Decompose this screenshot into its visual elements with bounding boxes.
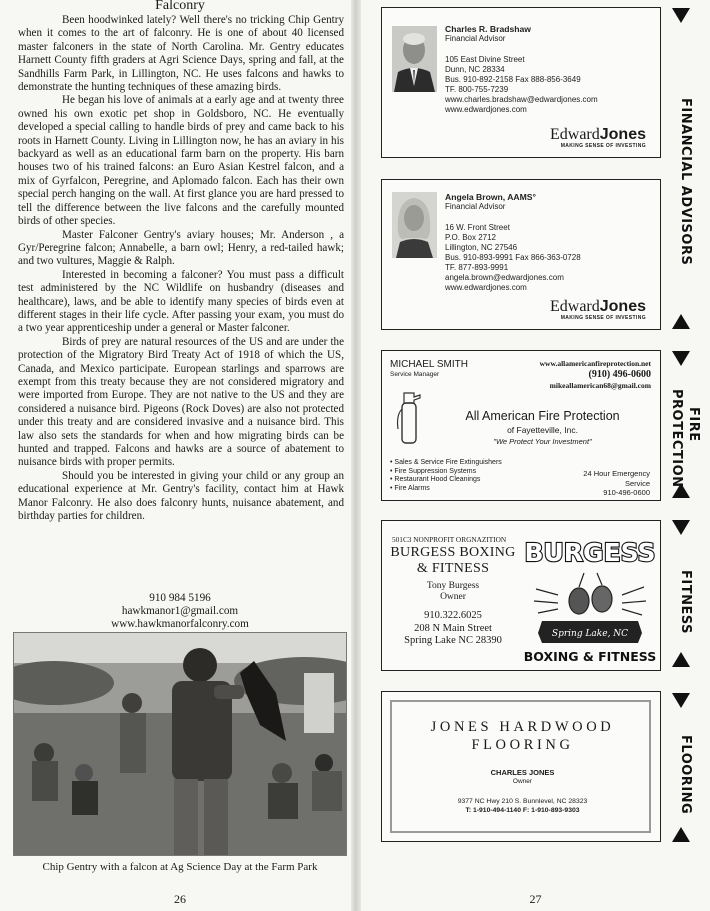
tab-flooring[interactable] <box>668 693 704 845</box>
tab-fire-protection[interactable] <box>668 351 704 501</box>
article-body <box>18 14 344 523</box>
boxing-owner-title: Owner <box>440 592 466 602</box>
advisor-street: 105 East Divine Street <box>445 55 525 64</box>
boxing-city: Spring Lake NC 28390 <box>404 635 502 646</box>
logo-tagline: MAKING SENSE OF INVESTING <box>560 143 646 149</box>
tab-label: FINANCIAL ADVISORS <box>678 98 693 266</box>
article-paragraph: Interested in becoming a falconer? You must pass a difficult test administered by the NC Wildlife on husbandry (diseases and healthcare), laws, and be able to identify many species of birds even at different stages in their life cycle. After passing your exam, you must do a two year apprenticeship under a general or Master falconer. <box>18 268 344 335</box>
emergency-line-2: Service <box>624 478 650 488</box>
bradshaw-headshot <box>392 26 437 92</box>
fire-contact-block <box>540 358 651 391</box>
contact-phone: 910 984 5196 <box>149 592 211 604</box>
advisor-name: Angela Brown, AAMS° <box>445 192 536 202</box>
tab-fitness[interactable] <box>668 520 704 670</box>
fire-emergency <box>583 469 650 498</box>
article-paragraph: Master Falconer Gentry's aviary houses; Mr. Anderson , a Gyr/Peregrine falcon; Annabelle, a barn owl; Henry, a red-tailed hawk; and two vultures, Maggie & Ralph. <box>18 228 344 268</box>
brown-info <box>445 192 655 293</box>
advisor-email[interactable]: angela.brown@edwardjones.com <box>445 273 564 282</box>
boxing-gloves-icon <box>534 573 646 615</box>
logo-top-text: BURGESS <box>524 538 656 567</box>
fire-contact-name: MICHAEL SMITH <box>390 359 468 370</box>
flooring-address: 9377 NC Hwy 210 S. Bunnlevel, NC 28323 <box>457 798 588 805</box>
tab-financial-advisors[interactable] <box>668 8 704 334</box>
arrow-up-icon <box>672 314 690 329</box>
tab-label: PROTECTION <box>669 389 684 488</box>
advisor-email[interactable]: www.charles.bradshaw@edwardjones.com <box>445 95 598 104</box>
flooring-title <box>392 718 653 754</box>
ad-charles-bradshaw <box>381 7 661 158</box>
flooring-title-line-1: JONES HARDWOOD <box>430 719 615 735</box>
arrow-down-icon <box>672 520 690 535</box>
fire-company-name: All American Fire Protection <box>465 409 620 423</box>
contact-website: www.hawkmanorfalconry.com <box>111 618 249 630</box>
flooring-phones: T: 1-910-494-1140 F: 1-910-893-9303 <box>465 807 580 814</box>
arrow-down-icon <box>672 693 690 708</box>
emergency-phone: 910-496-0600 <box>603 488 650 497</box>
contact-email: hawkmanor1@gmail.com <box>121 605 239 617</box>
advisor-pobox: P.O. Box 2712 <box>445 233 496 242</box>
article-paragraph: He began his love of animals at a early age and at twenty three owned his own exotic pet shop in Goldsboro, NC. He eventually developed a special calling to handle birds of prey and came back to his roots in Harnett County. Living in Lillington now, he has an aviary in his backyard as well as an educational farm barn on the property. His barn houses two of his trained falcons: an Euro Asian Kestrel falcon, and a mix of Gyrfalcon, Peregrine, and Aplomado falcon. Each has their own special perch hanging on the wall. At first glance you are hard pressed to tell the difference between the live falcons and the carefully mounted birds of other species. <box>18 94 344 228</box>
logo-tagline: MAKING SENSE OF INVESTING <box>560 315 646 321</box>
emergency-line-1: 24 Hour Emergency <box>583 469 650 478</box>
bradshaw-info <box>445 24 655 115</box>
ad-jones-hardwood-flooring <box>381 691 661 842</box>
boxing-street: 208 N Main Street <box>414 622 492 634</box>
boxing-nonprofit: 501C3 NONPROFIT ORGNAZITION <box>392 535 507 544</box>
burgess-boxing-logo <box>524 529 656 667</box>
falconer-photo <box>13 632 347 856</box>
advisor-phones: Bus. 910-893-9991 Fax 866-363-0728 <box>445 253 581 262</box>
advisor-website[interactable]: www.edwardjones.com <box>445 283 527 292</box>
fire-slogan: "We Protect Your Investment" <box>493 437 592 446</box>
fire-extinguisher-icon <box>396 389 422 445</box>
tab-label: FLOORING <box>678 735 693 815</box>
list-item: • Fire Alarms <box>390 485 502 494</box>
ad-angela-brown <box>381 179 661 330</box>
boxing-phone: 910.322.6025 <box>424 610 482 621</box>
ad-fire-protection <box>381 350 661 501</box>
boxing-title <box>382 545 524 576</box>
list-item: • Restaurant Hood Cleanings <box>390 476 502 485</box>
fire-website[interactable]: www.allamericanfireprotection.net <box>539 359 651 368</box>
falconry-contact <box>12 592 348 631</box>
brown-headshot <box>392 192 437 258</box>
boxing-owner <box>382 581 524 603</box>
fire-services-list <box>390 459 502 493</box>
fire-phone: (910) 496-0600 <box>588 369 651 380</box>
list-item: • Sales & Service Fire Extinguishers <box>390 459 502 468</box>
tab-label: FITNESS <box>678 570 693 634</box>
advisor-tollfree: TF. 800-755-7239 <box>445 85 509 94</box>
page-spine <box>351 0 361 911</box>
fire-company-sub: of Fayetteville, Inc. <box>507 425 578 435</box>
arrow-up-icon <box>672 652 690 667</box>
arrow-down-icon <box>672 351 690 366</box>
fire-email[interactable]: mikeallamerican68@gmail.com <box>549 381 651 390</box>
advisor-phones: Bus. 910-892-2158 Fax 888-856-3649 <box>445 75 581 84</box>
article-paragraph: Should you be interested in giving your child or any group an educational experience at Mr. Gentry's facility, contact him at Hawk Manor Falconry. He also does falconry hunts, nuisance abatement, and birthday parties for children. <box>18 469 344 523</box>
advisor-city: Dunn, NC 28334 <box>445 65 505 74</box>
article-title: Falconry <box>155 0 205 13</box>
flooring-owner-name: CHARLES JONES <box>490 768 555 777</box>
ad-burgess-boxing <box>381 520 661 671</box>
arrow-up-icon <box>672 827 690 842</box>
fire-contact-role: Service Manager <box>390 371 440 378</box>
advisor-title: Financial Advisor <box>445 202 506 211</box>
boxing-owner-name: Tony Burgess <box>426 581 480 591</box>
logo-banner-text: Spring Lake, NC <box>551 629 629 639</box>
photo-caption: Chip Gentry with a falcon at Ag Science Day at the Farm Park <box>42 861 318 873</box>
page-number-right: 27 <box>529 892 542 906</box>
article-paragraph: Been hoodwinked lately? Well there's no tricking Chip Gentry when it comes to the art of falconry. He is one of about 40 licensed master falconers in the state of North Carolina. Mr. Gentry educates Harnett County fifth graders at Agri Science Days, spring and fall, at the Sandhills Farm Park, in Lillington, NC. He uses falcons and hawks to demonstrate the hunting techniques of these amazing birds. <box>18 14 344 94</box>
advisor-name: Charles R. Bradshaw <box>445 24 531 34</box>
logo-word-jones: Jones <box>599 298 646 315</box>
logo-word-edward: Edward <box>549 298 600 315</box>
advisor-street: 16 W. Front Street <box>445 223 510 232</box>
logo-bottom-text: BOXING & FITNESS <box>524 649 656 664</box>
logo-word-edward: Edward <box>549 126 600 143</box>
arrow-up-icon <box>672 483 690 498</box>
flooring-card <box>390 700 651 833</box>
advisor-website[interactable]: www.edwardjones.com <box>445 105 527 114</box>
tab-label: FIRE <box>686 407 701 442</box>
flooring-title-line-2: FLOORING <box>471 737 574 753</box>
page-number-left: 26 <box>174 892 186 906</box>
list-item: • Fire Suppression Systems <box>390 468 502 477</box>
flooring-owner-role: Owner <box>512 778 533 785</box>
logo-word-jones: Jones <box>599 126 646 143</box>
edward-jones-logo <box>550 299 646 321</box>
left-page <box>12 0 348 911</box>
edward-jones-logo <box>550 127 646 149</box>
flooring-address-block <box>392 797 653 815</box>
boxing-contact <box>382 610 524 648</box>
advisor-title: Financial Advisor <box>445 34 506 43</box>
advisor-city: Lillington, NC 27546 <box>445 243 518 252</box>
advisor-tollfree: TF. 877-893-9991 <box>445 263 509 272</box>
arrow-down-icon <box>672 8 690 23</box>
boxing-title-line-1: BURGESS BOXING <box>390 545 516 560</box>
article-paragraph: Birds of prey are natural resources of the US and are under the protection of the Migratory Bird Treaty Act of 1918 of which the US, Canada, and Mexico participate. European starlings and sparrows are exempt from this treaty because they are not considered migratory and were imported from Europe. They are not native to the US and they are considered a nuisance bird. Pigeons (Rock Doves) are also not protected under this treaty and are considered invasive and a nuisance bird. This law also sets the standards for when and how migrating birds can be hunted and trapped. Falcons and hawks are a source of abatement to nuisance birds with proper permits. <box>18 335 344 469</box>
boxing-title-line-2: & FITNESS <box>416 560 490 576</box>
